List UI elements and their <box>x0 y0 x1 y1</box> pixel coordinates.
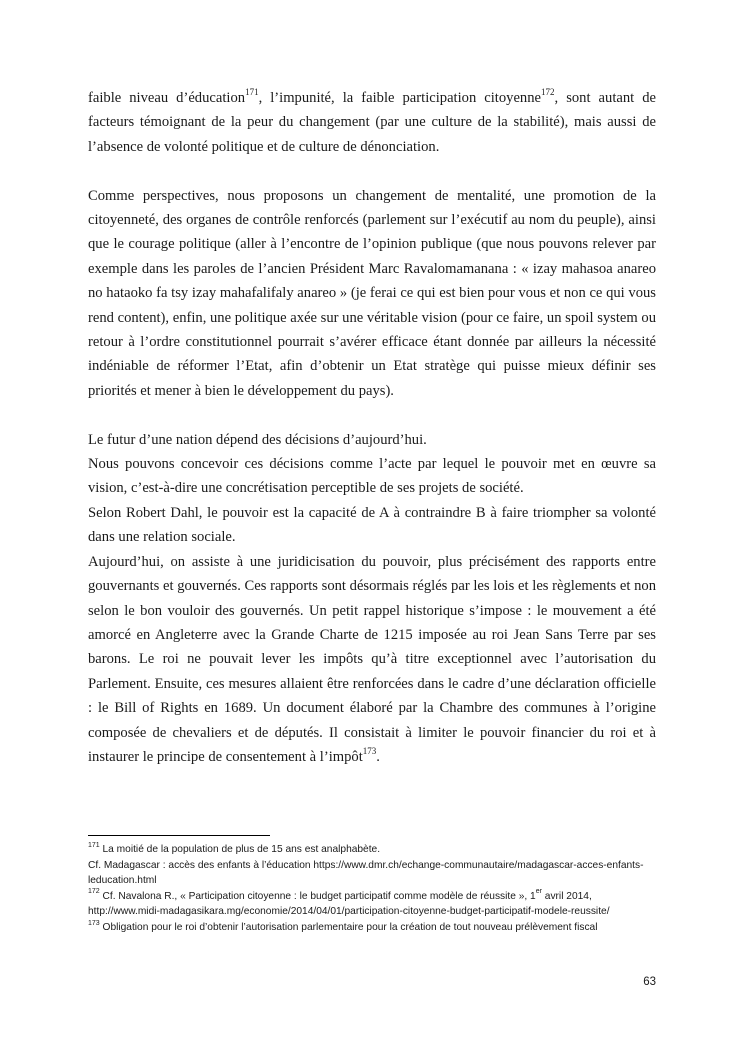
paragraph-3: Le futur d’une nation dépend des décisions d’aujourd’hui. <box>88 431 427 448</box>
footnotes <box>88 842 658 936</box>
footnote-171-cont <box>88 858 658 889</box>
paragraph-5: Selon Robert Dahl, le pouvoir est la capacité de A à contraindre B à faire triompher sa volonté dans une relation sociale. <box>88 504 656 546</box>
footnote-number: 172 <box>88 888 100 896</box>
footnote-ref-171: 171 <box>245 87 259 98</box>
paragraph-6-end: . <box>376 748 380 765</box>
footnote-text: Obligation pour le roi d’obtenir l’autorisation parlementaire pour la création de tout nouveau prélèvement fiscal <box>99 921 598 933</box>
footnote-text: Cf. Madagascar : accès des enfants à l’éducation https://www.dmr.ch/echange-communautaire/madagascar-acces-enfants-leducation.html <box>88 859 644 887</box>
footnote-ref-172: 172 <box>541 87 555 98</box>
footnote-173 <box>88 920 658 936</box>
footnote-172 <box>88 889 658 920</box>
paragraph-4: Nous pouvons concevoir ces décisions comme l’acte par lequel le pouvoir met en œuvre sa vision, c’est-à-dire une concrétisation perceptible de ses projets de société. <box>88 456 656 497</box>
page-number: 63 <box>643 976 656 988</box>
paragraph-6-text: Aujourd’hui, on assiste à une juridicisation du pouvoir, plus précisément des rapports entre gouvernants et gouvernés. Ces rapports sont désormais réglés par les lois et les règlements et non selon le bon vouloir des gouvernés. Un petit rappel historique s’impose : le mouvement a été amorcé en Angleterre avec la Grande Charte de 1215 imposée au roi Jean Sans Terre par ses barons. Le roi ne pouvait lever les impôts qu’à titre exceptionnel avec l’autorisation du Parlement. Ensuite, ces mesures allaient être renforcées dans le cadre d’une déclaration officielle : le Bill of Rights en 1689. Un document élaboré par la Chambre des communes à l’origine composée de chevaliers et de députés. Il consistait à limiter le pouvoir financier du roi et à instaurer le principe de consentement à l’impôt <box>88 553 656 765</box>
paragraph-1-text-c: , sont autant de facteurs témoignant de la peur du changement (par une culture de la stabilité), mais aussi de l’absence de volonté politique et de culture de dénonciation. <box>88 90 656 155</box>
footnote-171 <box>88 842 658 858</box>
footnote-text: avril 2014, http://www.midi-madagasikara.mg/economie/2014/04/01/participation-citoyenne-budget-participatif-modele-reussite/ <box>88 890 610 918</box>
ordinal-superscript: er <box>535 888 542 896</box>
paragraph-2: Comme perspectives, nous proposons un changement de mentalité, une promotion de la citoyenneté, des organes de contrôle renforcés (parlement sur l’exécutif au nom du peuple), ainsi que le courage politique (aller à l’encontre de l’opinion publique (que nous pouvons relever par exemple dans les paroles de l’ancien Président Marc Ravalomamanana : « izay mahasoa anareo no hataoko fa tsy izay mahafalifaly anareo » (je ferai ce qui est bien pour vous et non ce qui vous rend content), enfin, une politique axée sur une véritable vision (pour ce faire, un spoil system ou retour à l’ordre constitutionnel pourrait s’avérer efficace étant donnée par ailleurs la nécessité indéniable de réformer l’Etat, afin d’obtenir un Etat stratège qui puisse mieux définir ses priorités et mener à bien le développement du pays). <box>88 187 656 399</box>
footnote-ref-173: 173 <box>362 746 377 757</box>
footnote-number: 173 <box>88 919 100 927</box>
footnote-number: 171 <box>88 841 100 849</box>
body-text <box>88 86 656 769</box>
footnote-text: Cf. Navalona R., « Participation citoyenne : le budget participatif comme modèle de réussite », 1 <box>99 890 536 902</box>
paragraph-1-text-a: faible niveau d’éducation <box>88 90 246 106</box>
paragraph-6 <box>88 550 656 770</box>
paragraph-1 <box>88 86 656 159</box>
footnote-separator <box>88 835 270 836</box>
paragraph-1-text-b: , l’impunité, la faible participation citoyenne <box>258 90 542 106</box>
footnote-text: La moitié de la population de plus de 15 ans est analphabète. <box>99 844 381 855</box>
